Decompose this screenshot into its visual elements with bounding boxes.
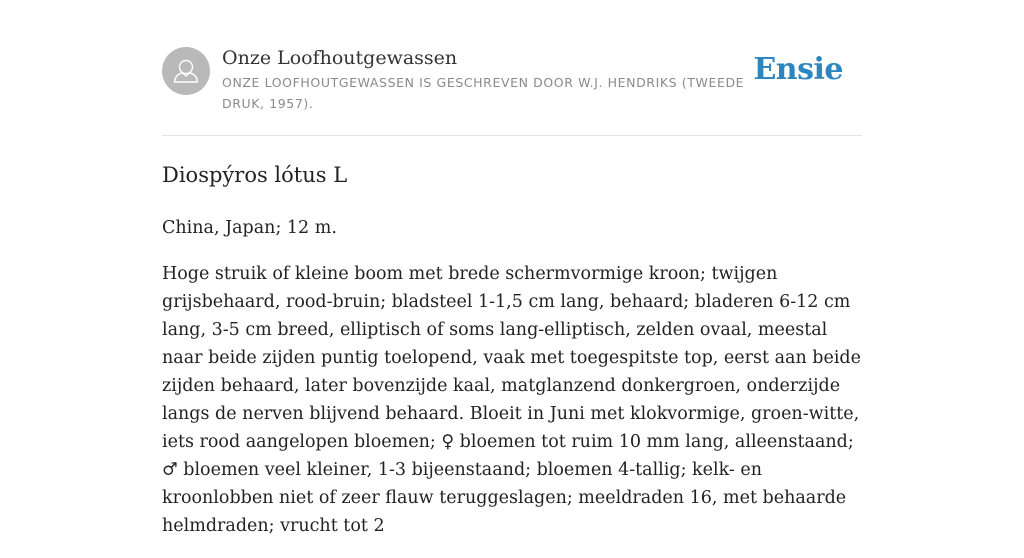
ensie-logo-link[interactable]: Ensie <box>753 52 843 87</box>
divider <box>162 135 862 136</box>
source-header <box>162 46 862 136</box>
user-icon <box>162 47 210 95</box>
source-description: ONZE LOOFHOUTGEWASSEN IS GESCHREVEN DOOR W.J. HENDRIKS (TWEEDE DRUK, 1957). <box>222 75 745 111</box>
avatar[interactable] <box>162 47 210 95</box>
article-title: Diospýros lótus L <box>162 163 348 187</box>
article-paragraph: Hoge struik of kleine boom met brede schermvormige kroon; twijgen grijsbehaard, rood-bruin; bladsteel 1-1,5 cm lang, behaard; bladeren 6-12 cm lang, 3-5 cm breed, elliptisch of soms lang-elliptisch, zelden ovaal, meestal naar beide zijden puntig toelopend, vaak met toegespitste top, eerst aan beide zijden behaard, later bovenzijde kaal, matglanzend donkergroen, onderzijde langs de nerven blijvend behaard. Bloeit in Juni met klokvormige, groen-witte, iets rood aangelopen bloemen; ♀ bloemen tot ruim 10 mm lang, alleenstaand; ♂ bloemen veel kleiner, 1-3 bijeenstaand; bloemen 4-tallig; kelk- en kroonlobben niet of zeer flauw teruggeslagen; meeldraden 16, met behaarde helmdraden; vrucht tot 2 <box>162 264 861 536</box>
article <box>162 158 862 558</box>
source-title[interactable]: Onze Loofhoutgewassen <box>222 47 458 69</box>
article-paragraph: China, Japan; 12 m. <box>162 218 337 238</box>
